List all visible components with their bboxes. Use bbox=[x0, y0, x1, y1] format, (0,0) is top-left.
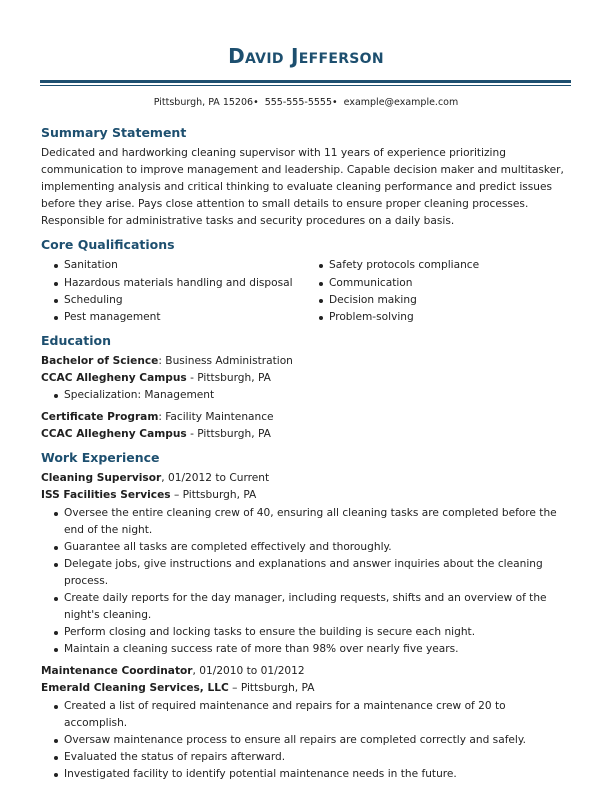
education-school: CCAC Allegheny Campus bbox=[41, 371, 187, 384]
education-field: : Business Administration bbox=[158, 354, 293, 367]
education-entry bbox=[41, 409, 571, 443]
qualifications-left-list bbox=[41, 257, 315, 325]
qualifications-section bbox=[41, 236, 571, 325]
education-details bbox=[41, 387, 571, 404]
job-company: ISS Facilities Services bbox=[41, 489, 171, 502]
education-school-line bbox=[41, 370, 571, 387]
job-entry bbox=[41, 470, 571, 658]
qualifications-right-list bbox=[315, 257, 571, 325]
education-degree-line bbox=[41, 353, 571, 370]
qualification-item: Pest management bbox=[41, 309, 315, 326]
education-degree-line bbox=[41, 409, 571, 426]
contact-email: example@example.com bbox=[343, 97, 459, 108]
contact-line bbox=[0, 97, 612, 108]
job-title: Cleaning Supervisor bbox=[41, 472, 162, 485]
job-company-line bbox=[41, 680, 571, 697]
qualification-item: Sanitation bbox=[41, 257, 315, 274]
job-entry bbox=[41, 663, 571, 783]
job-bullet: Guarantee all tasks are completed effectively and thoroughly. bbox=[41, 539, 571, 556]
header-rule-thick bbox=[40, 80, 571, 83]
education-school: CCAC Allegheny Campus bbox=[41, 428, 187, 441]
job-bullet: Perform closing and locking tasks to ensure the building is secure each night. bbox=[41, 624, 571, 641]
education-detail-item: Specialization: Management bbox=[41, 387, 571, 404]
job-company: Emerald Cleaning Services, LLC bbox=[41, 682, 229, 695]
education-location: - Pittsburgh, PA bbox=[186, 371, 271, 384]
education-field: : Facility Maintenance bbox=[158, 411, 274, 424]
qualification-item: Hazardous materials handling and disposal bbox=[41, 275, 315, 292]
contact-separator: • bbox=[332, 97, 338, 108]
job-title: Maintenance Coordinator bbox=[41, 665, 193, 678]
job-bullet: Maintain a cleaning success rate of more than 98% over nearly five years. bbox=[41, 641, 571, 658]
qualification-item: Decision making bbox=[315, 292, 571, 309]
job-location: – Pittsburgh, PA bbox=[170, 489, 257, 502]
contact-separator: • bbox=[253, 97, 259, 108]
summary-section bbox=[41, 124, 571, 230]
job-dates: , 01/2010 to 01/2012 bbox=[192, 665, 305, 678]
job-bullet: Investigated facility to identify potential maintenance needs in the future. bbox=[41, 766, 571, 783]
education-heading: Education bbox=[41, 332, 111, 348]
qualification-item: Communication bbox=[315, 275, 571, 292]
job-bullet: Delegate jobs, give instructions and explanations and answer inquiries about the cleaning process. bbox=[41, 556, 571, 590]
qualification-item: Safety protocols compliance bbox=[315, 257, 571, 274]
job-bullets bbox=[41, 698, 571, 783]
job-bullet: Oversaw maintenance process to ensure all repairs are completed correctly and safely. bbox=[41, 732, 571, 749]
job-title-line bbox=[41, 470, 571, 487]
job-title-line bbox=[41, 663, 571, 680]
education-school-line bbox=[41, 426, 571, 443]
header-rule-thin bbox=[40, 85, 571, 86]
experience-heading: Work Experience bbox=[41, 450, 160, 466]
education-section bbox=[41, 332, 571, 443]
summary-heading: Summary Statement bbox=[41, 125, 187, 140]
job-bullet: Create daily reports for the day manager, including requests, shifts and an overview of the night's cleaning. bbox=[41, 590, 571, 624]
qualifications-grid bbox=[41, 257, 571, 325]
candidate-name: David Jefferson bbox=[228, 44, 384, 68]
job-bullets bbox=[41, 505, 571, 659]
resume-content bbox=[41, 124, 571, 789]
job-location: – Pittsburgh, PA bbox=[228, 682, 315, 695]
experience-section bbox=[41, 449, 571, 783]
job-bullet: Oversee the entire cleaning crew of 40, ensuring all cleaning tasks are completed before the end of the night. bbox=[41, 505, 571, 539]
contact-address: Pittsburgh, PA 15206 bbox=[153, 97, 254, 108]
summary-text: Dedicated and hardworking cleaning supervisor with 11 years of experience prioritizing communication to improve management and leadership. Capable decision maker and multitasker, implementing analysis and critical thinking to evaluate cleaning performance and predict issues before they arise. Pays close attention to small details to ensure proper cleaning processes. Responsible for administrative tasks and security procedures on a daily basis. bbox=[41, 147, 564, 228]
education-entry bbox=[41, 353, 571, 404]
qualifications-heading: Core Qualifications bbox=[41, 237, 175, 253]
job-bullet: Evaluated the status of repairs afterward. bbox=[41, 749, 571, 766]
job-dates: , 01/2012 to Current bbox=[161, 472, 270, 485]
education-degree: Certificate Program bbox=[41, 411, 159, 424]
job-bullet: Created a list of required maintenance and repairs for a maintenance crew of 20 to accomplish. bbox=[41, 698, 571, 732]
qualification-item: Scheduling bbox=[41, 292, 315, 309]
contact-phone: 555-555-5555 bbox=[264, 97, 333, 108]
job-company-line bbox=[41, 487, 571, 504]
education-degree: Bachelor of Science bbox=[41, 354, 159, 367]
qualification-item: Problem-solving bbox=[315, 309, 571, 326]
education-location: - Pittsburgh, PA bbox=[186, 428, 271, 441]
